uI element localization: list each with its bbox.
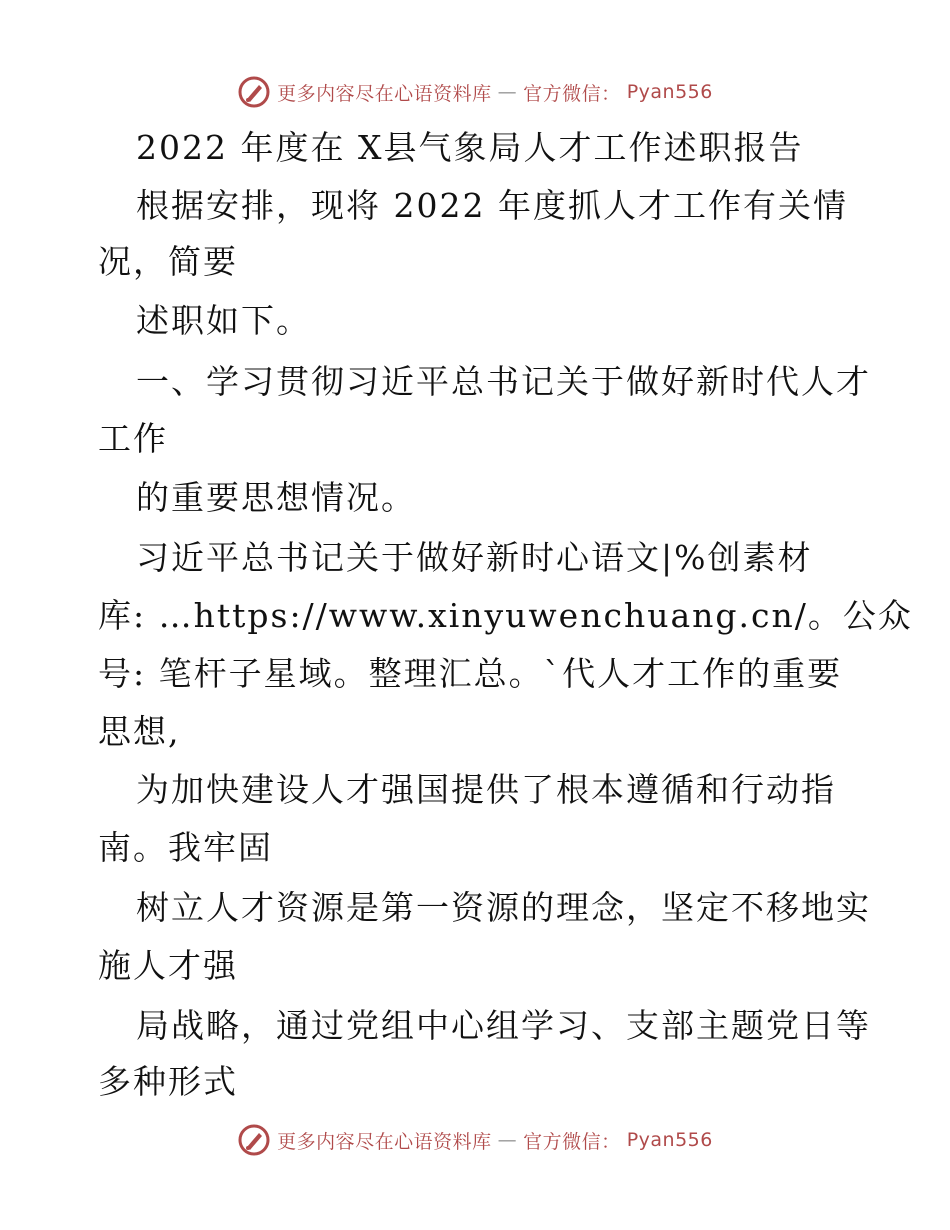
paragraph-line: 为加快建设人才强国提供了根本遵循和行动指	[136, 770, 836, 809]
banner-text: 更多内容尽在心语资料库	[277, 1130, 492, 1153]
banner-wechat-label: 官方微信：	[523, 82, 621, 105]
pen-logo-icon	[237, 75, 271, 109]
section-heading: 一、学习贯彻习近平总书记关于做好新时代人才	[136, 362, 871, 401]
paragraph-line: 树立人才资源是第一资源的理念，坚定不移地实	[136, 888, 871, 927]
footer-banner	[0, 1120, 950, 1160]
paragraph-line: 号: 笔杆子星域。整理汇总。`代人才工作的重要	[98, 654, 843, 693]
paragraph-line: 施人才强	[98, 946, 238, 985]
paragraph-line: 思想,	[98, 712, 181, 751]
banner-wechat-id: Pyan556	[626, 1129, 713, 1151]
section-heading-cont: 工作	[98, 419, 168, 458]
header-banner	[0, 72, 950, 112]
banner-wechat-id: Pyan556	[626, 81, 713, 103]
paragraph-line: 的重要思想情况。	[136, 478, 416, 517]
pen-logo-icon	[237, 1123, 271, 1157]
banner-separator: —	[497, 81, 518, 103]
paragraph-line: 库: …https://www.xinyuwenchuang.cn/。公众	[98, 596, 913, 635]
document-title: 2022 年度在 X县气象局人才工作述职报告	[136, 128, 804, 167]
paragraph-line: 多种形式	[98, 1062, 238, 1101]
paragraph-line: 根据安排，现将 2022 年度抓人才工作有关情	[136, 186, 848, 225]
banner-wechat-label: 官方微信：	[523, 1130, 621, 1153]
paragraph-line: 况，简要	[98, 242, 238, 281]
paragraph-line: 习近平总书记关于做好新时心语文|%创素材	[136, 538, 813, 577]
banner-separator: —	[497, 1129, 518, 1151]
paragraph-line: 南。我牢固	[98, 828, 273, 867]
paragraph-line: 局战略，通过党组中心组学习、支部主题党日等	[136, 1006, 871, 1045]
banner-text: 更多内容尽在心语资料库	[277, 82, 492, 105]
paragraph-line: 述职如下。	[136, 301, 311, 340]
